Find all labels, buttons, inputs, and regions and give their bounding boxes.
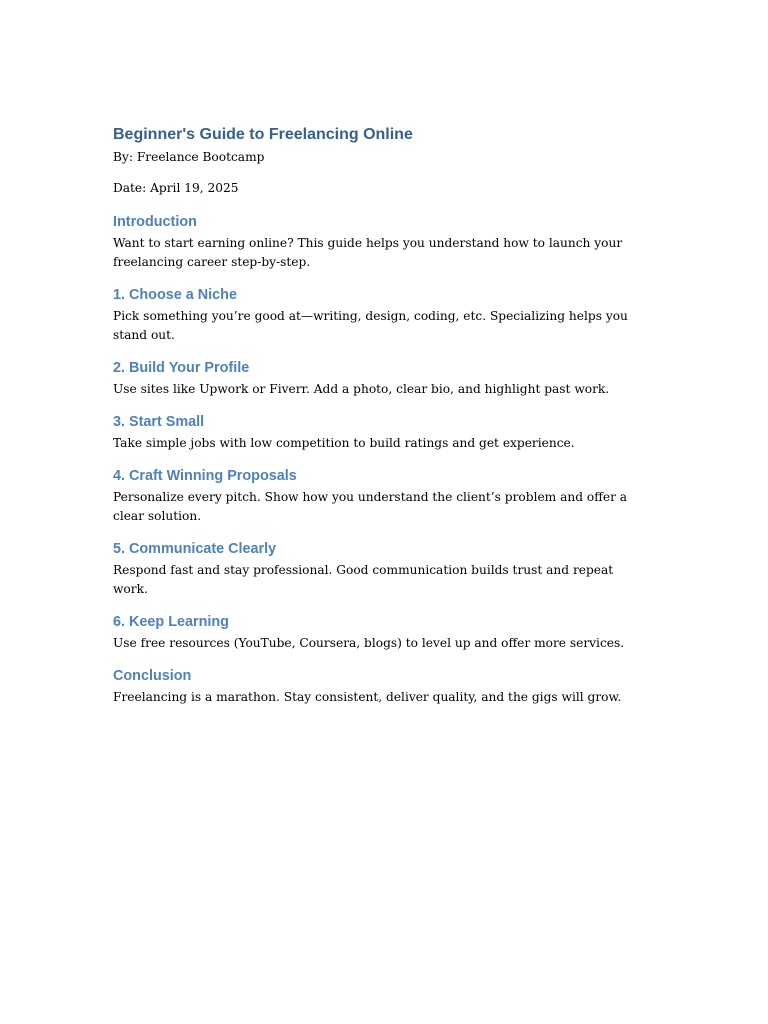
section-communicate-clearly	[113, 539, 643, 599]
section-heading: 3. Start Small	[113, 414, 205, 430]
section-keep-learning	[113, 612, 643, 653]
section-body: Want to start earning online? This guide helps you understand how to launch your freelancing career step-by-step.	[113, 236, 623, 269]
section-introduction	[113, 212, 643, 272]
section-heading: 2. Build Your Profile	[113, 360, 250, 376]
document-byline: By: Freelance Bootcamp	[113, 150, 265, 164]
section-body: Use free resources (YouTube, Coursera, blogs) to level up and offer more services.	[113, 636, 625, 650]
section-body: Pick something you’re good at—writing, design, coding, etc. Specializing helps you stand out.	[113, 309, 628, 342]
section-body: Use sites like Upwork or Fiverr. Add a photo, clear bio, and highlight past work.	[113, 382, 610, 396]
section-body: Personalize every pitch. Show how you understand the client’s problem and offer a clear solution.	[113, 490, 628, 523]
section-body: Freelancing is a marathon. Stay consistent, deliver quality, and the gigs will grow.	[113, 690, 622, 704]
section-body: Respond fast and stay professional. Good communication builds trust and repeat work.	[113, 563, 614, 596]
document-page	[113, 124, 643, 707]
section-body: Take simple jobs with low competition to build ratings and get experience.	[113, 436, 575, 450]
section-heading: Introduction	[113, 214, 197, 230]
section-build-your-profile	[113, 358, 643, 399]
section-heading: 5. Communicate Clearly	[113, 541, 277, 557]
section-heading: 6. Keep Learning	[113, 614, 229, 630]
section-heading: 4. Craft Winning Proposals	[113, 468, 297, 484]
document-title: Beginner's Guide to Freelancing Online	[113, 126, 413, 143]
section-heading: Conclusion	[113, 668, 192, 684]
section-choose-a-niche	[113, 285, 643, 345]
section-heading: 1. Choose a Niche	[113, 287, 237, 303]
section-craft-winning-proposals	[113, 466, 643, 526]
document-date: Date: April 19, 2025	[113, 181, 239, 195]
section-start-small	[113, 412, 643, 453]
section-conclusion	[113, 666, 643, 707]
